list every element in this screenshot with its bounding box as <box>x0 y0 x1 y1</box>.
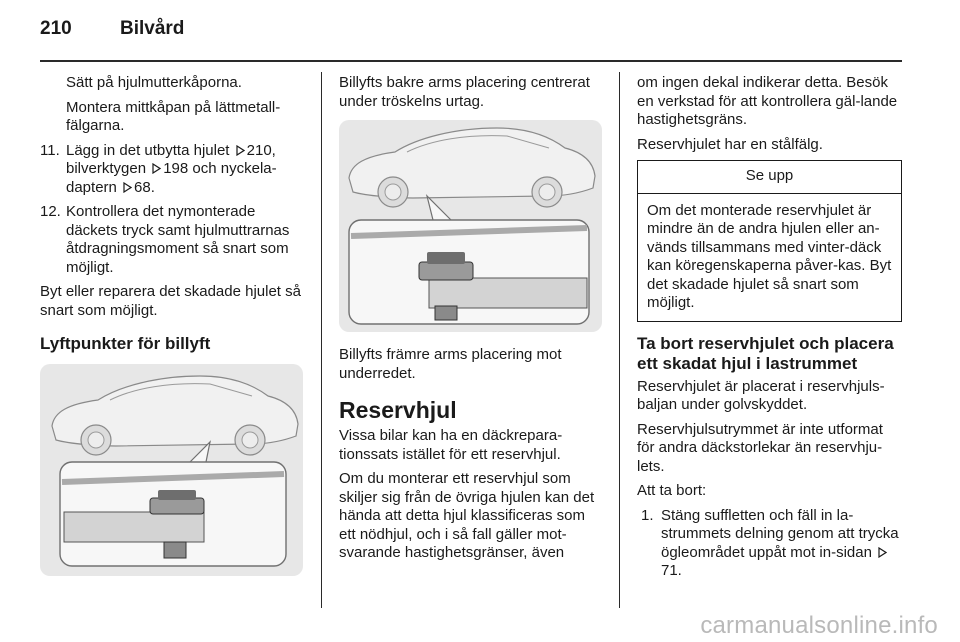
page-ref-link[interactable]: 68. <box>134 178 155 196</box>
list-text: Kontrollera det nymonterade däckets tryck samt hjulmuttrarnas åtdragningsmoment så snart som möjligt. <box>66 203 290 276</box>
column-divider-2 <box>619 72 620 608</box>
section-heading: Ta bort reservhjulet och placera ett skadat hjul i lastrummet <box>637 333 894 373</box>
list-item-11 <box>40 142 305 198</box>
column-3 <box>637 74 902 587</box>
page-ref-icon <box>152 163 161 174</box>
caution-box <box>637 160 902 322</box>
paragraph: Sätt på hjulmutterkåporna. <box>66 74 242 91</box>
paragraph: Reservhjulsutrymmet är inte utformat för andra däckstorlekar än reservhju-lets. <box>637 420 883 475</box>
paragraph: Montera mittkåpan på lättmetall-fälgarna. <box>66 98 281 134</box>
page-title: Bilvård <box>120 18 185 39</box>
list-item-1 <box>637 507 902 581</box>
paragraph: om ingen dekal indikerar detta. Besök en verkstad för att kontrollera gäl-lande hastighetsgräns. <box>637 74 898 128</box>
list-number: 11. <box>40 141 60 159</box>
paragraph: Billyfts bakre arms placering centrerat under tröskelns urtag. <box>339 74 590 110</box>
column-1 <box>40 74 305 576</box>
paragraph: Byt eller reparera det skadade hjulet så snart som möjligt. <box>40 283 301 319</box>
paragraph: Att ta bort: <box>637 482 707 499</box>
column-2 <box>339 74 603 569</box>
list-text: daptern <box>66 178 117 196</box>
column-divider-1 <box>321 72 322 608</box>
paragraph: Om du monterar ett reservhjul som skiljer sig från de övriga hjulen kan det hända att detta hjul klassificeras som ett nödhjul, och i så fall gäller mot-svarande hastighetsgränser, även <box>339 470 595 561</box>
list-text: bilverktygen <box>66 160 147 177</box>
page-ref-link[interactable]: 210, <box>246 141 276 159</box>
list-number: 1. <box>641 506 654 524</box>
page-ref-icon <box>236 145 245 156</box>
list-item-12 <box>40 203 305 277</box>
header-divider <box>40 60 902 62</box>
paragraph: Reservhjulet har en stålfälg. <box>637 135 823 153</box>
section-heading-reservhjul: Reservhjul <box>339 397 457 423</box>
list-number: 12. <box>40 203 61 220</box>
list-text: Lägg in det utbytta hjulet <box>66 141 230 159</box>
caution-title: Se upp <box>638 161 901 194</box>
page-ref-link[interactable]: 198 och nyckela- <box>163 160 277 177</box>
page-ref-link[interactable]: 71. <box>661 562 682 579</box>
figure-car-lift-front <box>339 120 602 332</box>
list-text: Stäng suffletten och fäll in la-strummets delning genom att trycka ögleområdet uppåt mot in-sidan <box>661 506 899 561</box>
page-ref-icon <box>878 547 887 558</box>
section-heading: Lyftpunkter för billyft <box>40 334 211 353</box>
paragraph: Billyfts främre arms placering mot underredet. <box>339 346 562 382</box>
paragraph: Reservhjulet är placerat i reservhjuls-baljan under golvskyddet. <box>637 377 885 413</box>
paragraph: Vissa bilar kan ha en däckrepara-tionssats istället för ett reservhjul. <box>339 427 563 463</box>
watermark: carmanualsonline.info <box>700 612 938 639</box>
figure-car-lift-rear <box>40 364 303 576</box>
page-ref-icon <box>123 182 132 193</box>
page-number: 210 <box>40 18 72 39</box>
caution-body: Om det monterade reservhjulet är mindre än de andra hjulen eller an-vänds tillsammans med vinter-däck kan köregenskaperna påver-kas. Byt det skadade hjulet så snart som möjligt. <box>647 201 892 311</box>
